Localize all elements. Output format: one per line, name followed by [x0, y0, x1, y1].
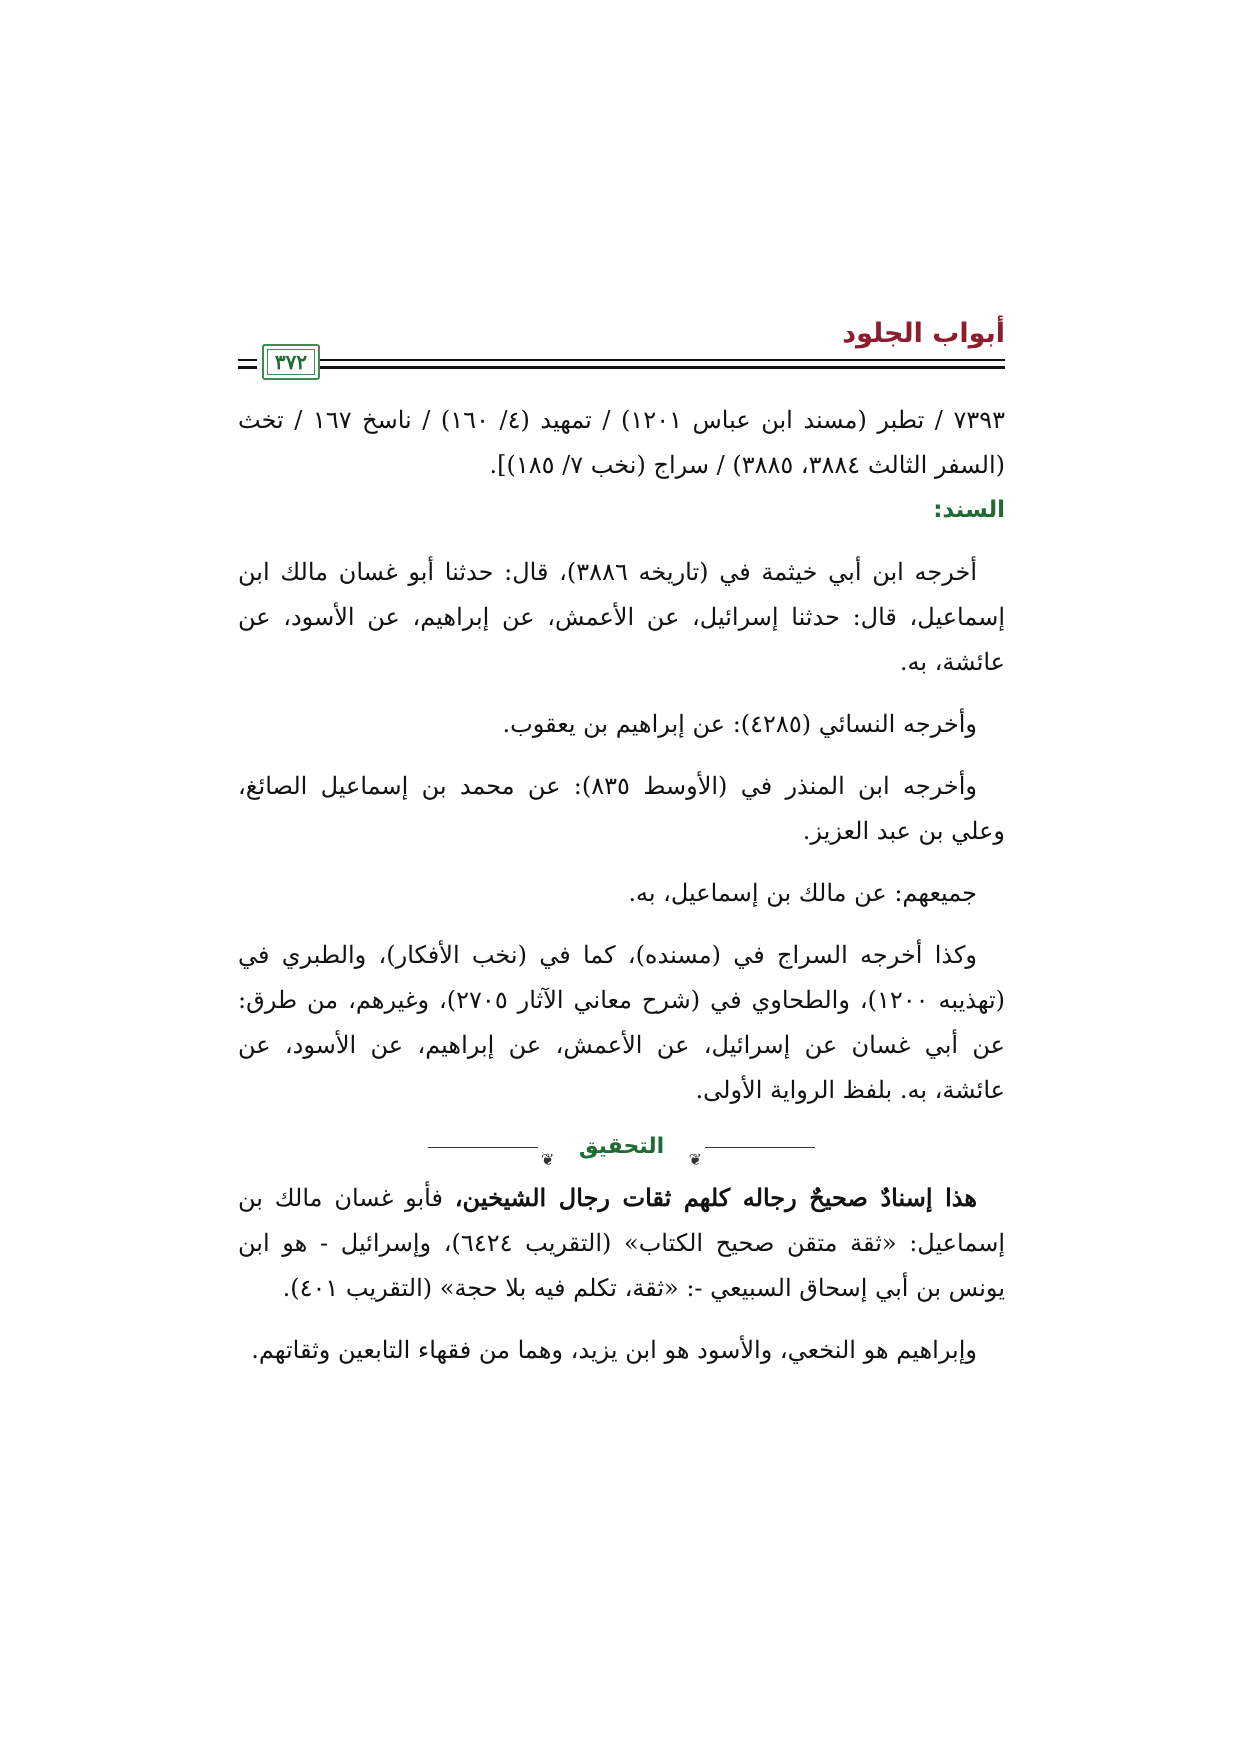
- sanad-heading: السند:: [933, 497, 1005, 523]
- body-text: [238, 398, 1005, 1373]
- page-header: [238, 318, 1005, 384]
- paragraph: وأخرجه ابن المنذر في (الأوسط ٨٣٥): عن محمد بن إسماعيل الصائغ، وعلي بن عبد العزيز.: [238, 772, 1005, 845]
- chapter-title: أبواب الجلود: [842, 318, 1005, 349]
- section-divider: [238, 1129, 1005, 1169]
- paragraph: جميعهم: عن مالك بن إسماعيل، به.: [628, 879, 977, 907]
- header-rule: [238, 366, 257, 369]
- paragraph: وأخرجه النسائي (٤٢٨٥): عن إبراهيم بن يعقوب.: [502, 710, 977, 738]
- ornament-icon: ❦: [541, 1150, 555, 1169]
- ornament-icon: ❦: [688, 1150, 702, 1169]
- verdict-text: فأبو غسان مالك بن إسماعيل: «ثقة متقن صحيح الكتاب» (التقريب ٦٤٢٤)، وإسرائيل - هو ابن يونس بن أبي إسحاق السبيعي -: «ثقة، تكلم فيه بلا حجة» (التقريب ٤٠١).: [238, 1184, 1006, 1302]
- page-number: ٣٧٢: [274, 350, 308, 374]
- header-rule: [305, 366, 1005, 369]
- tahqiq-heading: التحقيق: [578, 1134, 665, 1159]
- verdict-bold-text: هذا إسنادٌ صحيحٌ رجاله كلهم ثقات رجال الشيخين،: [454, 1183, 977, 1212]
- references-paragraph: ٧٣٩٣ / تطبر (مسند ابن عباس ١٢٠١) / تمهيد (٤/ ١٦٠) / ناسخ ١٦٧ / تخث (السفر الثالث ٣٨٨٤، ٣٨٨٥) / سراج (نخب ٧/ ١٨٥)].: [238, 406, 1006, 479]
- page-number-frame: [262, 344, 320, 380]
- divider-line: [705, 1147, 815, 1148]
- paragraph: وإبراهيم هو النخعي، والأسود هو ابن يزيد، وهما من فقهاء التابعين وثقاتهم.: [251, 1336, 977, 1364]
- header-rule: [238, 359, 257, 361]
- header-rule: [305, 359, 1005, 361]
- paragraph: أخرجه ابن أبي خيثمة في (تاريخه ٣٨٨٦)، قال: حدثنا أبو غسان مالك ابن إسماعيل، قال: حدثنا إسرائيل، عن الأعمش، عن إبراهيم، عن الأسود، عن عائشة، به.: [238, 558, 1005, 676]
- paragraph: [238, 1175, 1005, 1311]
- paragraph: وكذا أخرجه السراج في (مسنده)، كما في (نخب الأفكار)، والطبري في (تهذيبه ١٢٠٠)، والطحاوي في (شرح معاني الآثار ٢٧٠٥)، وغيرهم، من طرق: عن أبي غسان عن إسرائيل، عن الأعمش، عن إبراهيم، عن الأسود، عن عائشة، به. بلفظ الرواية الأولى.: [238, 941, 1006, 1104]
